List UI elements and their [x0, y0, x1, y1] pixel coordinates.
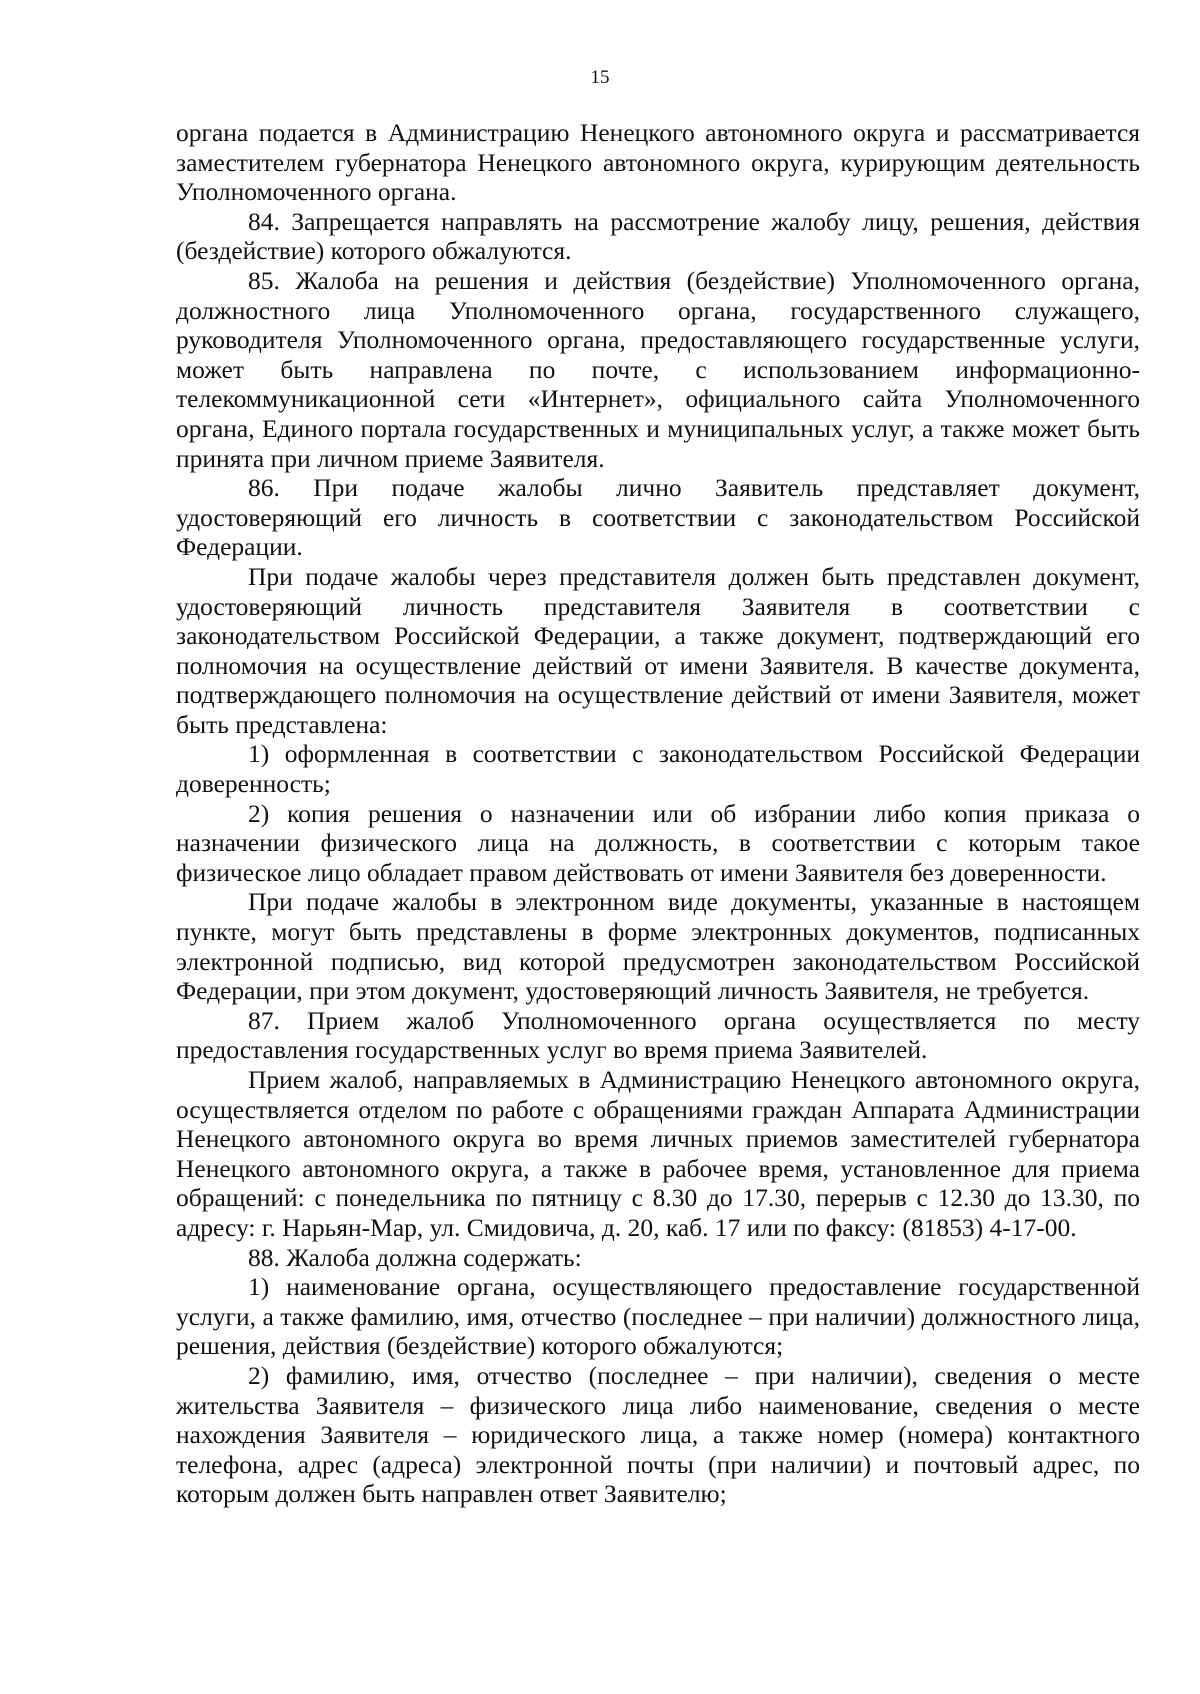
paragraph-86: 86. При подаче жалобы лично Заявитель представляет документ, удостоверяющий его личность в соответствии с законодательством Российской Федерации. — [176, 473, 1140, 562]
paragraph-88-item-1: 1) наименование органа, осуществляющего предоставление государственной услуги, а также фамилию, имя, отчество (последнее – при наличии) должностного лица, решения, действия (бездействие) которого обжалуются; — [176, 1272, 1140, 1361]
paragraph-86-item-1: 1) оформленная в соответствии с законодательством Российской Федерации доверенность; — [176, 739, 1140, 799]
page-number: 15 — [590, 67, 610, 88]
paragraph-87-administration: Прием жалоб, направляемых в Администрацию Ненецкого автономного округа, осуществляется отделом по работе с обращениями граждан Аппарата Администрации Ненецкого автономного округа во время личных приемов заместителей губернатора Ненецкого автономного округа, а также в рабочее время, установленное для приема обращений: с понедельника по пятницу с 8.30 до 17.30, перерыв с 12.30 до 13.30, по адресу: г. Нарьян-Мар, ул. Смидовича, д. 20, каб. 17 или по факсу: (81853) 4-17-00. — [176, 1065, 1140, 1242]
paragraph-86-representative: При подаче жалобы через представителя должен быть представлен документ, удостоверяющий личность представителя Заявителя в соответствии с законодательством Российской Федерации, а также документ, подтверждающий его полномочия на осуществление действий от имени Заявителя. В качестве документа, подтверждающего полномочия на осуществление действий от имени Заявителя, может быть представлена: — [176, 561, 1140, 739]
paragraph-86-item-2: 2) копия решения о назначении или об избрании либо копия приказа о назначении физического лица на должность, в соответствии с которым такое физическое лицо обладает правом действовать от имени Заявителя без доверенности. — [176, 798, 1140, 887]
paragraph-87: 87. Прием жалоб Уполномоченного органа осуществляется по месту предоставления государственных услуг во время приема Заявителей. — [176, 1005, 1140, 1065]
paragraph-86-electronic: При подаче жалобы в электронном виде документы, указанные в настоящем пункте, могут быть представлены в форме электронных документов, подписанных электронной подписью, вид которой предусмотрен законодательством Российской Федерации, при этом документ, удостоверяющий личность Заявителя, не требуется. — [176, 887, 1140, 1006]
paragraph-85: 85. Жалоба на решения и действия (бездействие) Уполномоченного органа, должностного лица Уполномоченного органа, государственного служащего, руководителя Уполномоченного органа, предоставляющего государственные услуги, может быть направлена по почте, с использованием информационно-телекоммуникационной сети «Интернет», официального сайта Уполномоченного органа, Единого портала государственных и муниципальных услуг, а также может быть принята при личном приеме Заявителя. — [176, 265, 1140, 473]
paragraph-continuation: органа подается в Администрацию Ненецкого автономного округа и рассматривается заместителем губернатора Ненецкого автономного округа, курирующим деятельность Уполномоченного органа. — [176, 118, 1140, 207]
paragraph-88-item-2: 2) фамилию, имя, отчество (последнее – при наличии), сведения о месте жительства Заявителя – физического лица либо наименование, сведения о месте нахождения Заявителя – юридического лица, а также номер (номера) контактного телефона, адрес (адреса) электронной почты (при наличии) и почтовый адрес, по которым должен быть направлен ответ Заявителю; — [176, 1360, 1140, 1509]
paragraph-84: 84. Запрещается направлять на рассмотрение жалобу лицу, решения, действия (бездействие) которого обжалуются. — [176, 206, 1140, 266]
document-body — [176, 118, 1140, 1509]
paragraph-88: 88. Жалоба должна содержать: — [248, 1242, 582, 1272]
